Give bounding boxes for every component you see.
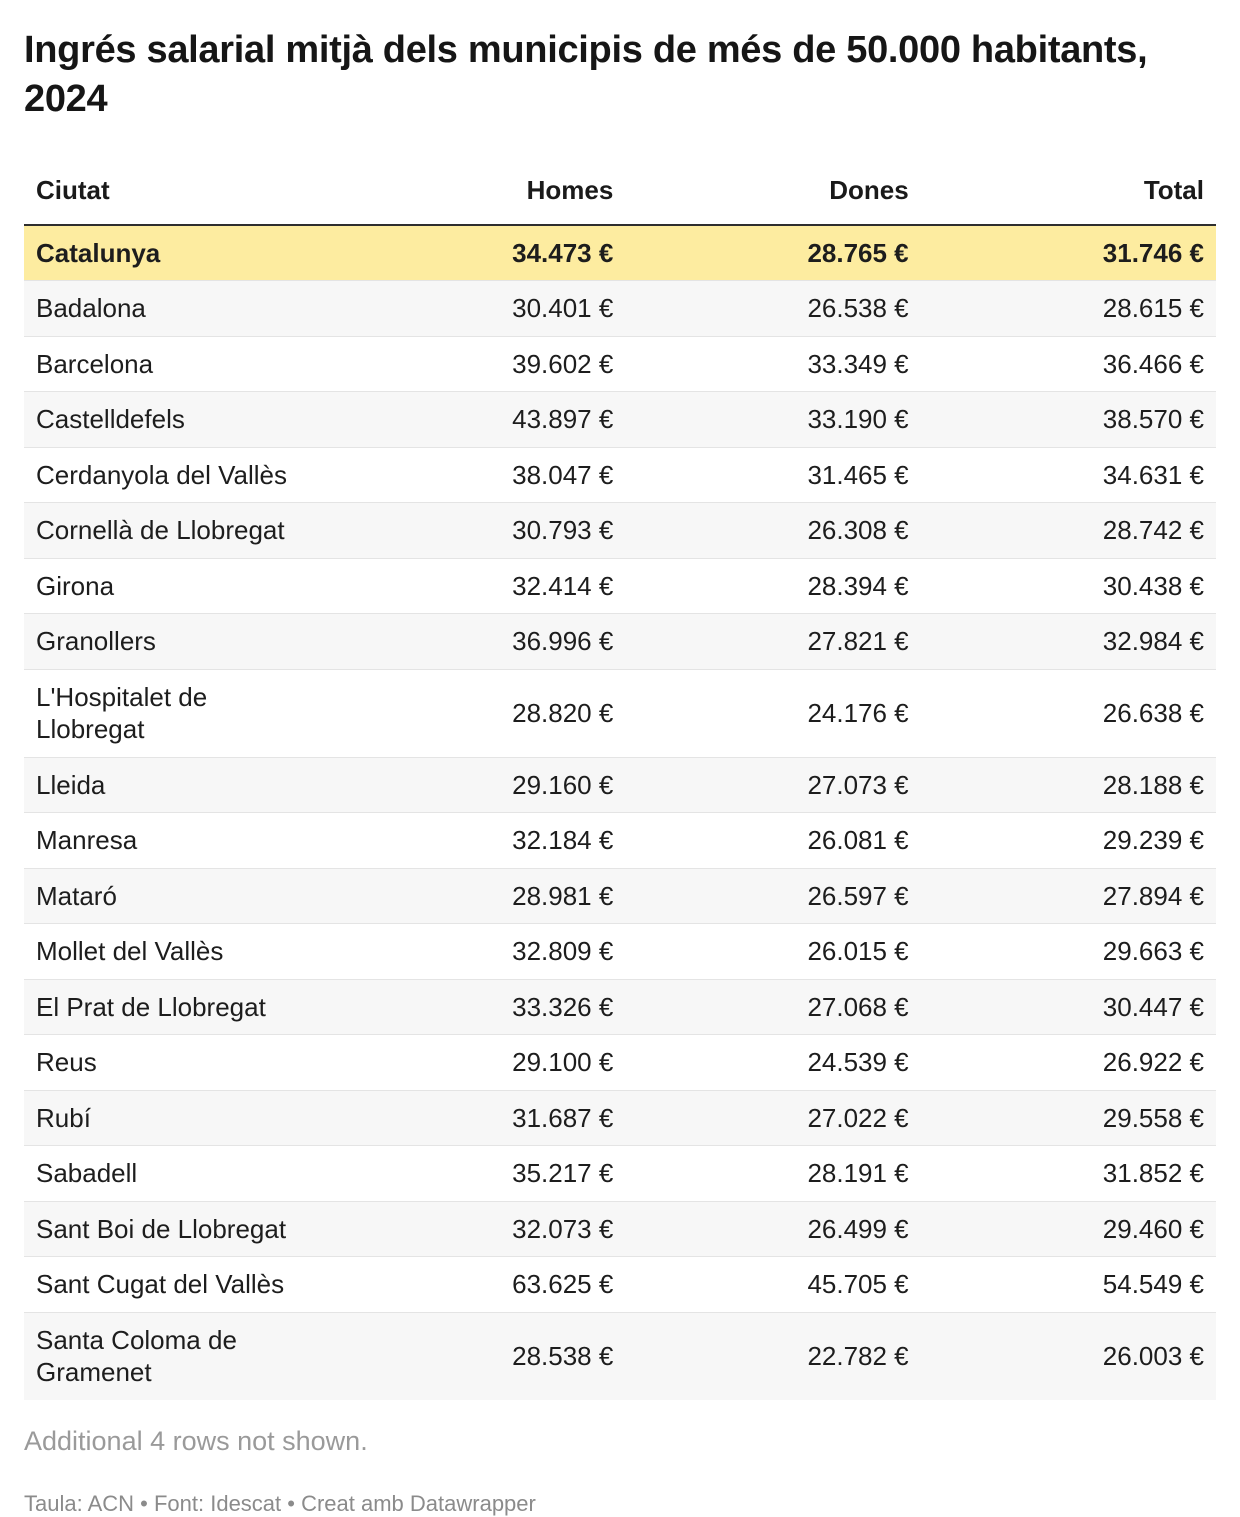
attribution-footer: Taula: ACN • Font: Idescat • Creat amb Datawrapper bbox=[24, 1490, 536, 1516]
cell-city: Santa Coloma de Gramenet bbox=[24, 1312, 330, 1400]
cell-total: 29.460 € bbox=[921, 1201, 1216, 1257]
table-row bbox=[24, 558, 1216, 614]
table-row bbox=[24, 225, 1216, 281]
cell-dones: 26.015 € bbox=[625, 924, 920, 980]
cell-city: Manresa bbox=[24, 813, 330, 869]
cell-total: 26.922 € bbox=[921, 1035, 1216, 1091]
additional-rows-note: Additional 4 rows not shown. bbox=[24, 1425, 368, 1456]
cell-total: 38.570 € bbox=[921, 392, 1216, 448]
cell-homes: 28.981 € bbox=[330, 868, 625, 924]
table-row bbox=[24, 1312, 1216, 1400]
table-row bbox=[24, 614, 1216, 670]
cell-total: 32.984 € bbox=[921, 614, 1216, 670]
cell-city: Cerdanyola del Vallès bbox=[24, 447, 330, 503]
salary-table bbox=[24, 167, 1216, 1400]
cell-dones: 26.538 € bbox=[625, 281, 920, 337]
cell-dones: 45.705 € bbox=[625, 1257, 920, 1313]
table-row bbox=[24, 281, 1216, 337]
cell-dones: 26.597 € bbox=[625, 868, 920, 924]
cell-homes: 39.602 € bbox=[330, 336, 625, 392]
cell-city: Cornellà de Llobregat bbox=[24, 503, 330, 559]
cell-homes: 36.996 € bbox=[330, 614, 625, 670]
cell-homes: 29.160 € bbox=[330, 757, 625, 813]
table-row bbox=[24, 1035, 1216, 1091]
cell-city: Mollet del Vallès bbox=[24, 924, 330, 980]
cell-dones: 26.308 € bbox=[625, 503, 920, 559]
table-row bbox=[24, 1257, 1216, 1313]
cell-dones: 28.765 € bbox=[807, 237, 909, 268]
cell-city: Sant Boi de Llobregat bbox=[24, 1201, 330, 1257]
cell-dones: 28.394 € bbox=[625, 558, 920, 614]
cell-homes: 35.217 € bbox=[330, 1146, 625, 1202]
table-row bbox=[24, 1090, 1216, 1146]
cell-total: 26.003 € bbox=[921, 1312, 1216, 1400]
cell-dones: 24.176 € bbox=[625, 669, 920, 757]
cell-city: Mataró bbox=[24, 868, 330, 924]
cell-homes: 28.538 € bbox=[330, 1312, 625, 1400]
table-row bbox=[24, 669, 1216, 757]
cell-homes: 29.100 € bbox=[330, 1035, 625, 1091]
cell-total: 31.852 € bbox=[921, 1146, 1216, 1202]
table-row bbox=[24, 979, 1216, 1035]
cell-total: 30.447 € bbox=[921, 979, 1216, 1035]
table-row bbox=[24, 447, 1216, 503]
cell-dones: 27.073 € bbox=[625, 757, 920, 813]
cell-total: 29.558 € bbox=[921, 1090, 1216, 1146]
cell-homes: 32.073 € bbox=[330, 1201, 625, 1257]
cell-city: Castelldefels bbox=[24, 392, 330, 448]
chart-title: Ingrés salarial mitjà dels municipis de més de 50.000 habitants, 2024 bbox=[24, 29, 1148, 121]
table-row bbox=[24, 924, 1216, 980]
cell-total: 27.894 € bbox=[921, 868, 1216, 924]
cell-homes: 32.184 € bbox=[330, 813, 625, 869]
cell-homes: 63.625 € bbox=[330, 1257, 625, 1313]
cell-total: 30.438 € bbox=[921, 558, 1216, 614]
cell-city: El Prat de Llobregat bbox=[24, 979, 330, 1035]
table-row bbox=[24, 336, 1216, 392]
cell-city: Rubí bbox=[24, 1090, 330, 1146]
cell-total: 28.615 € bbox=[921, 281, 1216, 337]
header-row bbox=[24, 167, 1216, 225]
cell-total: 31.746 € bbox=[1102, 237, 1204, 268]
cell-city: Catalunya bbox=[36, 237, 161, 268]
table-row bbox=[24, 868, 1216, 924]
cell-total: 54.549 € bbox=[921, 1257, 1216, 1313]
cell-dones: 31.465 € bbox=[625, 447, 920, 503]
cell-dones: 26.081 € bbox=[625, 813, 920, 869]
cell-city: Reus bbox=[24, 1035, 330, 1091]
cell-dones: 27.821 € bbox=[625, 614, 920, 670]
cell-city: Barcelona bbox=[24, 336, 330, 392]
cell-homes: 33.326 € bbox=[330, 979, 625, 1035]
cell-city: Girona bbox=[24, 558, 330, 614]
cell-dones: 33.349 € bbox=[625, 336, 920, 392]
cell-total: 34.631 € bbox=[921, 447, 1216, 503]
column-header-total: Total bbox=[921, 167, 1216, 225]
cell-homes: 38.047 € bbox=[330, 447, 625, 503]
cell-city: Badalona bbox=[24, 281, 330, 337]
table-row bbox=[24, 1146, 1216, 1202]
table-row bbox=[24, 392, 1216, 448]
cell-city: Lleida bbox=[24, 757, 330, 813]
cell-homes: 28.820 € bbox=[330, 669, 625, 757]
cell-homes: 32.809 € bbox=[330, 924, 625, 980]
cell-dones: 28.191 € bbox=[625, 1146, 920, 1202]
cell-homes: 43.897 € bbox=[330, 392, 625, 448]
column-header-ciutat: Ciutat bbox=[24, 167, 330, 225]
cell-dones: 24.539 € bbox=[625, 1035, 920, 1091]
table-row bbox=[24, 1201, 1216, 1257]
cell-total: 29.663 € bbox=[921, 924, 1216, 980]
cell-city: Sant Cugat del Vallès bbox=[24, 1257, 330, 1313]
cell-total: 28.742 € bbox=[921, 503, 1216, 559]
cell-city: Granollers bbox=[24, 614, 330, 670]
cell-dones: 22.782 € bbox=[625, 1312, 920, 1400]
cell-dones: 26.499 € bbox=[625, 1201, 920, 1257]
cell-total: 28.188 € bbox=[921, 757, 1216, 813]
table-row bbox=[24, 813, 1216, 869]
cell-total: 36.466 € bbox=[921, 336, 1216, 392]
column-header-homes: Homes bbox=[330, 167, 625, 225]
cell-dones: 27.022 € bbox=[625, 1090, 920, 1146]
cell-total: 26.638 € bbox=[921, 669, 1216, 757]
cell-homes: 31.687 € bbox=[330, 1090, 625, 1146]
cell-homes: 34.473 € bbox=[512, 237, 614, 268]
cell-homes: 30.401 € bbox=[330, 281, 625, 337]
cell-homes: 30.793 € bbox=[330, 503, 625, 559]
table-row bbox=[24, 503, 1216, 559]
cell-dones: 33.190 € bbox=[625, 392, 920, 448]
column-header-dones: Dones bbox=[625, 167, 920, 225]
cell-dones: 27.068 € bbox=[625, 979, 920, 1035]
cell-city: L'Hospitalet de Llobregat bbox=[24, 669, 330, 757]
cell-city: Sabadell bbox=[24, 1146, 330, 1202]
cell-homes: 32.414 € bbox=[330, 558, 625, 614]
cell-total: 29.239 € bbox=[921, 813, 1216, 869]
table-row bbox=[24, 757, 1216, 813]
table-body bbox=[24, 225, 1216, 1400]
